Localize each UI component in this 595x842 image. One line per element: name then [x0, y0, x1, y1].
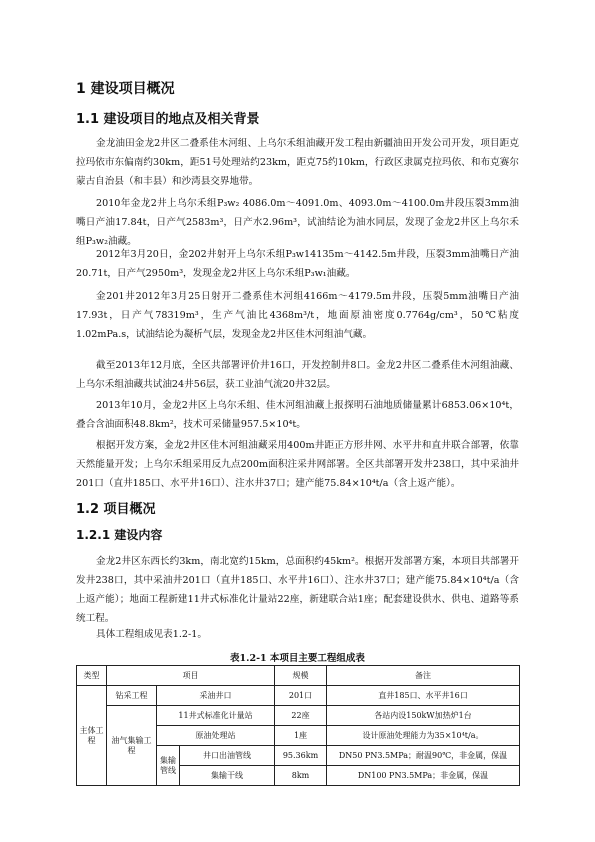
- section-heading-1-1: 1.1 建设项目的地点及相关背景: [76, 112, 260, 127]
- paragraph-development-plan: 根据开发方案，金龙2井区佳木河组油藏采用400m井距正方形井网、水平井和直井联合部署，依靠天然能量开发；上乌尔禾组采用反九点200m面积注采井网部署。全区共部署开发井238口，其中采油井201口（直井185口、水平井16口）、注水井37口；建产能75.84×10⁴t/a（含上返产能）。: [76, 440, 519, 489]
- header-note: 备注: [327, 666, 520, 686]
- section-heading-1-2-1: 1.2.1 建设内容: [76, 528, 163, 542]
- gathering-cell: 油气集输工程: [107, 706, 157, 786]
- header-type: 类型: [77, 666, 107, 686]
- table-caption: 表1.2-1 本项目主要工程组成表: [230, 653, 365, 664]
- section-heading-1: 1 建设项目概况: [76, 81, 175, 97]
- item-cell: 采油井口: [157, 686, 275, 706]
- paragraph-location: 金龙油田金龙2井区二叠系佳木河组、上乌尔禾组油藏开发工程由新疆油田开发公司开发，项目距克拉玛依市东偏南约30km，距51号处理站约23km，距克75约10km，行政区隶属克拉玛依、和布克赛尔蒙古自治县（和丰县）和沙湾县交界地带。: [76, 138, 519, 187]
- pipeline-cell: 集输管线: [157, 746, 180, 786]
- paragraph-jin201: 金201井2012年3月25日射开二叠系佳木河组4166m～4179.5m井段，压裂5mm油嘴日产油17.93t，日产气78319m³，生产气油比4368m³/t，地面原油密度0.7764g/cm³，50℃粘度1.02mPa.s，试油结论为凝析气层，发现金龙2井区佳木河组油气藏。: [76, 291, 519, 340]
- note-cell: 直井185口、水平井16口: [327, 686, 520, 706]
- scale-cell: 201口: [275, 686, 327, 706]
- type-main-cell: 主体工程: [77, 686, 107, 786]
- note-cell: DN100 PN3.5MPa；非金属，保温: [327, 766, 520, 786]
- scale-cell: 95.36km: [275, 746, 327, 766]
- item-cell: 集输干线: [180, 766, 275, 786]
- scale-cell: 1座: [275, 726, 327, 746]
- paragraph-discovery-2010: 2010年金龙2井上乌尔禾组P₃w₂ 4086.0m～4091.0m、4093.0m～4100.0m井段压裂3mm油嘴日产油17.84t，日产气2583m³，日产水2.96m³，试油结论为油水同层，发现了金龙2井区上乌尔禾组P₃w₂油藏。: [76, 198, 519, 247]
- section-heading-1-2: 1.2 项目概况: [76, 502, 156, 517]
- item-cell: 原油处理站: [157, 726, 275, 746]
- engineering-composition-table: [76, 665, 520, 786]
- note-cell: 设计原油处理能力为35×10⁴t/a。: [327, 726, 520, 746]
- table-row: [77, 686, 520, 706]
- header-scale: 规模: [275, 666, 327, 686]
- note-cell: 各站内设150kW加热炉1台: [327, 706, 520, 726]
- paragraph-wells-2013: 截至2013年12月底，全区共部署评价井16口，开发控制井8口。金龙2井区二叠系佳木河组油藏、上乌尔禾组油藏共试油24井56层，获工业油气流20井32层。: [76, 360, 519, 390]
- note-cell: DN50 PN3.5MPa；耐温90℃，非金属，保温: [327, 746, 520, 766]
- paragraph-construction: 金龙2井区东西长约3km，南北宽约15km，总面积约45km²。根据开发部署方案，本项目共部署开发井238口，其中采油井201口（直井185口、水平井16口）、注水井37口；建产能75.84×10⁴t/a（含上返产能）；地面工程新建11井式标准化计量站22座，新建联合站1座；配套建设供水、供电、道路等系统工程。: [76, 556, 519, 624]
- paragraph-jin202: 2012年3月20日，金202井射开上乌尔禾组P₃w14135m～4142.5m井段，压裂3mm油嘴日产油20.71t，日产气2950m³，发现金龙2井区上乌尔禾组P₃w₁油藏。: [76, 249, 519, 279]
- drilling-cell: 钻采工程: [107, 686, 157, 706]
- item-cell: 井口出油管线: [180, 746, 275, 766]
- scale-cell: 22座: [275, 706, 327, 726]
- table-header-row: [77, 666, 520, 686]
- item-cell: 11井式标准化计量站: [157, 706, 275, 726]
- scale-cell: 8km: [275, 766, 327, 786]
- header-item: 项目: [107, 666, 275, 686]
- paragraph-table-ref: 具体工程组成见表1.2-1。: [96, 629, 207, 640]
- paragraph-reserves: 2013年10月，金龙2井区上乌尔禾组、佳木河组油藏上报探明石油地质储量累计6853.06×10⁴t，叠合含油面积48.8km²，技术可采储量957.5×10⁴t。: [76, 400, 519, 430]
- table-row: [77, 706, 520, 726]
